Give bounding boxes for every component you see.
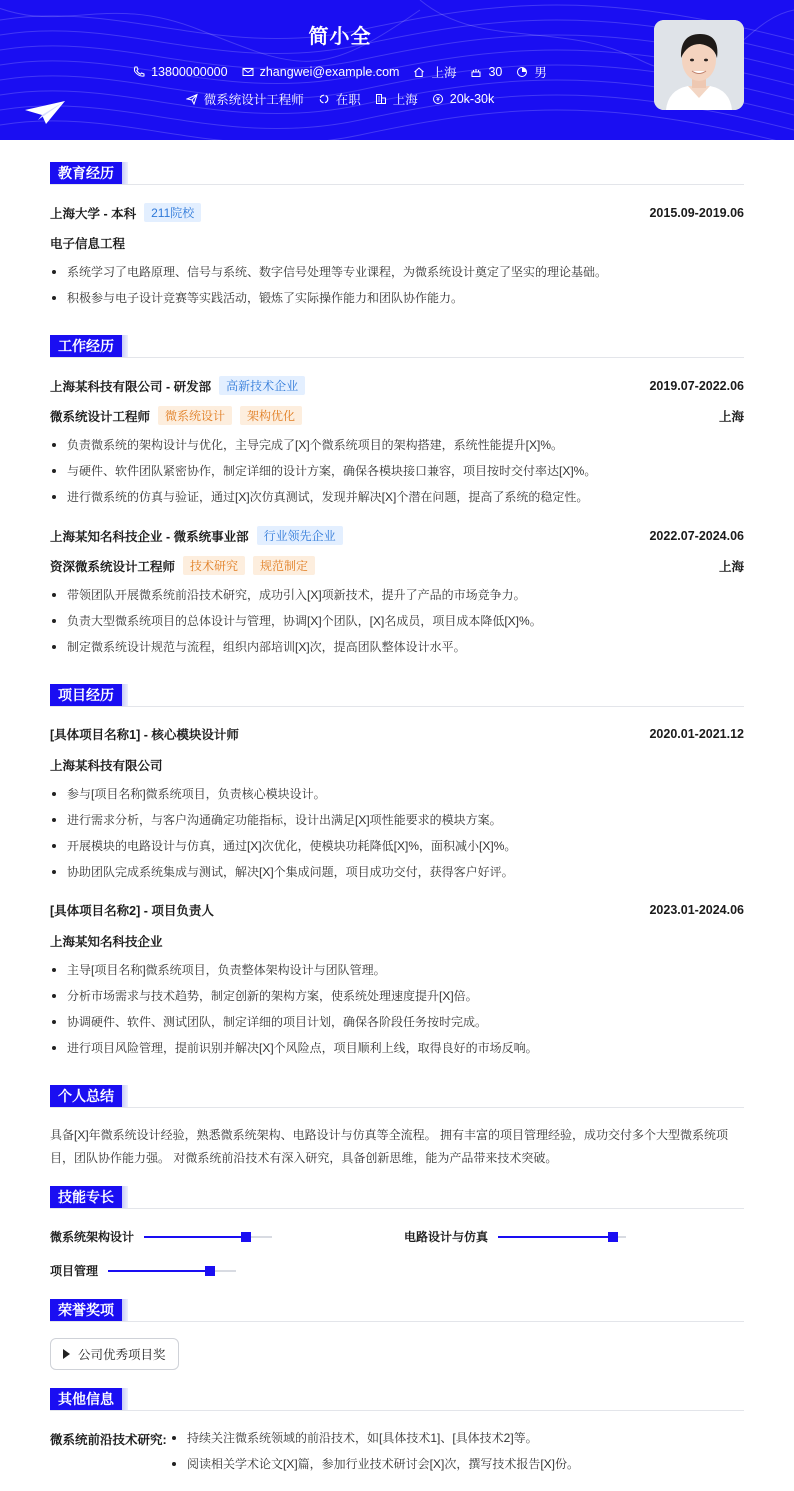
age-text: 30 xyxy=(488,65,503,79)
other-bullets xyxy=(170,1430,579,1482)
job-header-row xyxy=(50,376,744,395)
city-item xyxy=(413,63,456,81)
project-header-row xyxy=(50,725,744,743)
avatar-portrait xyxy=(654,20,744,110)
position-name: 微系统设计工程师 xyxy=(50,409,151,424)
list-item: 进行项目风险管理，提前识别并解决[X]个风险点，项目顺利上线，取得良好的市场反响。 xyxy=(50,1039,744,1065)
award-name: 公司优秀项目奖 xyxy=(78,1348,166,1362)
list-item: 与硬件、软件团队紧密协作，制定详细的设计方案，确保各模块接口兼容，项目按时交付率达[X]%。 xyxy=(50,462,744,488)
phone-item xyxy=(133,65,227,79)
job-target-item xyxy=(186,90,304,108)
section-title-label: 技能专长 xyxy=(50,1186,122,1208)
phone-icon xyxy=(133,66,145,78)
city-text: 上海 xyxy=(431,66,457,80)
summary-text: 具备[X]年微系统设计经验，熟悉微系统架构、电路设计与仿真等全流程。 拥有丰富的项目管理经验，成功交付多个大型微系统项目，团队协作能力强。 对微系统前沿技术有深入研究，具备创新思维，能为产品带来技术突破。 xyxy=(50,1128,729,1165)
list-item: 协助团队完成系统集成与测试，解决[X]个集成问题，项目成功交付，获得客户好评。 xyxy=(50,863,744,889)
project-header-row xyxy=(50,901,744,919)
project-date: 2020.01-2021.12 xyxy=(649,727,744,741)
paper-plane-icon xyxy=(24,100,66,126)
education-bullets xyxy=(50,263,744,315)
company-tag: 高新技术企业 xyxy=(219,376,305,395)
title-decoration xyxy=(122,335,128,357)
section-divider xyxy=(50,1321,744,1322)
skill-level-bar xyxy=(498,1236,626,1238)
salary-text: 20k-30k xyxy=(449,92,495,106)
project-name: [具体项目名称1] - 核心模块设计师 xyxy=(50,728,239,742)
gender-icon xyxy=(516,66,528,78)
list-item: 制定微系统设计规范与流程，组织内部培训[X]次，提高团队整体设计水平。 xyxy=(50,638,744,664)
skill-level-fill xyxy=(498,1236,613,1238)
skill-name: 项目管理 xyxy=(50,1264,99,1278)
mail-icon xyxy=(242,66,254,78)
work-city-item xyxy=(375,90,418,108)
job-location: 上海 xyxy=(718,409,744,424)
company-tag: 行业领先企业 xyxy=(257,526,343,545)
email-text: zhangwei@example.com xyxy=(259,65,400,79)
section-education-title xyxy=(50,162,128,184)
refresh-icon xyxy=(318,93,330,105)
section-title-label: 荣誉奖项 xyxy=(50,1299,122,1321)
section-skills-title xyxy=(50,1186,128,1208)
project-company: 上海某知名科技企业 xyxy=(50,935,163,949)
job-position-row xyxy=(50,406,744,425)
section-divider xyxy=(50,706,744,707)
skill-level-bar xyxy=(108,1270,236,1272)
gender-text: 男 xyxy=(534,66,547,80)
other-label: 微系统前沿技术研究: xyxy=(50,1433,167,1447)
education-date: 2015.09-2019.06 xyxy=(649,205,744,220)
skill-item xyxy=(404,1228,626,1245)
job-intent-line xyxy=(0,90,680,108)
major-name: 电子信息工程 xyxy=(50,237,126,251)
project-bullets xyxy=(50,961,744,1065)
education-header-row xyxy=(50,203,744,222)
job-date: 2022.07-2024.06 xyxy=(649,528,744,543)
gender-item xyxy=(516,63,547,81)
age-item xyxy=(470,65,502,79)
section-other-title xyxy=(50,1388,128,1410)
skill-item xyxy=(50,1262,236,1279)
section-divider xyxy=(50,1107,744,1108)
list-item: 负责大型微系统项目的总体设计与管理，协调[X]个团队，[X]名成员，项目成本降低[X]%。 xyxy=(50,612,744,638)
title-decoration xyxy=(122,162,128,184)
section-work-title xyxy=(50,335,128,357)
title-decoration xyxy=(122,1299,128,1321)
section-divider xyxy=(50,1410,744,1411)
section-title-label: 工作经历 xyxy=(50,335,122,357)
skill-level-fill xyxy=(144,1236,246,1238)
job-target-text: 微系统设计工程师 xyxy=(203,93,304,107)
home-icon xyxy=(413,66,425,78)
section-summary-title xyxy=(50,1085,128,1107)
company-name: 上海某知名科技企业 - 微系统事业部 xyxy=(50,529,249,544)
skill-tag: 架构优化 xyxy=(240,406,302,425)
position-name: 资深微系统设计工程师 xyxy=(50,559,176,574)
skill-tag: 技术研究 xyxy=(183,556,245,575)
job-bullets xyxy=(50,436,744,514)
skill-level-knob xyxy=(241,1232,251,1242)
list-item: 进行需求分析，与客户沟通确定功能指标，设计出满足[X]项性能要求的模块方案。 xyxy=(50,811,744,837)
project-name: [具体项目名称2] - 项目负责人 xyxy=(50,904,214,918)
project-bullets xyxy=(50,785,744,889)
skill-item xyxy=(50,1228,272,1245)
list-item: 进行微系统的仿真与验证，通过[X]次仿真测试，发现并解决[X]个潜在问题，提高了系统的稳定性。 xyxy=(50,488,744,514)
list-item: 持续关注微系统领域的前沿技术，如[具体技术1]、[具体技术2]等。 xyxy=(170,1430,579,1456)
resume-header xyxy=(0,0,794,140)
contact-line xyxy=(0,63,680,81)
play-triangle-icon xyxy=(63,1349,70,1359)
skill-level-fill xyxy=(108,1270,210,1272)
title-decoration xyxy=(122,684,128,706)
section-awards-title xyxy=(50,1299,128,1321)
section-title-label: 其他信息 xyxy=(50,1388,122,1410)
cake-icon xyxy=(470,66,482,78)
phone-text: 13800000000 xyxy=(151,65,228,79)
skill-level-bar xyxy=(144,1236,272,1238)
list-item: 主导[项目名称]微系统项目，负责整体架构设计与团队管理。 xyxy=(50,961,744,987)
skill-tag: 规范制定 xyxy=(253,556,315,575)
work-city-text: 上海 xyxy=(392,93,418,107)
section-divider xyxy=(50,1208,744,1209)
section-title-label: 个人总结 xyxy=(50,1085,122,1107)
list-item: 负责微系统的架构设计与优化，主导完成了[X]个微系统项目的架构搭建，系统性能提升[X]%。 xyxy=(50,436,744,462)
section-title-label: 教育经历 xyxy=(50,162,122,184)
coin-icon xyxy=(432,93,444,105)
section-title-label: 项目经历 xyxy=(50,684,122,706)
skill-level-knob xyxy=(205,1266,215,1276)
send-icon xyxy=(186,93,198,105)
status-text: 在职 xyxy=(335,93,361,107)
section-divider xyxy=(50,357,744,358)
salary-item xyxy=(432,92,494,106)
project-company: 上海某科技有限公司 xyxy=(50,759,163,773)
candidate-name: 简小全 xyxy=(308,26,372,48)
list-item: 参与[项目名称]微系统项目，负责核心模块设计。 xyxy=(50,785,744,811)
list-item: 带领团队开展微系统前沿技术研究，成功引入[X]项新技术，提升了产品的市场竞争力。 xyxy=(50,586,744,612)
title-decoration xyxy=(122,1388,128,1410)
list-item: 系统学习了电路原理、信号与系统、数字信号处理等专业课程，为微系统设计奠定了坚实的理论基础。 xyxy=(50,263,744,289)
project-date: 2023.01-2024.06 xyxy=(649,903,744,917)
section-projects-title xyxy=(50,684,128,706)
company-name: 上海某科技有限公司 - 研发部 xyxy=(50,379,212,394)
avatar xyxy=(654,20,744,110)
list-item: 开展模块的电路设计与仿真，通过[X]次优化，使模块功耗降低[X]%，面积减小[X]%。 xyxy=(50,837,744,863)
email-item xyxy=(242,65,400,79)
title-decoration xyxy=(122,1085,128,1107)
skill-level-knob xyxy=(608,1232,618,1242)
skill-name: 电路设计与仿真 xyxy=(404,1230,489,1244)
job-date: 2019.07-2022.06 xyxy=(649,378,744,393)
list-item: 协调硬件、软件、测试团队，制定详细的项目计划，确保各阶段任务按时完成。 xyxy=(50,1013,744,1039)
school-name: 上海大学 - 本科 xyxy=(50,206,137,221)
list-item: 阅读相关学术论文[X]篇，参加行业技术研讨会[X]次，撰写技术报告[X]份。 xyxy=(170,1456,579,1482)
job-position-row xyxy=(50,556,744,575)
skill-tag: 微系统设计 xyxy=(158,406,232,425)
status-item xyxy=(318,90,361,108)
building-icon xyxy=(375,93,387,105)
job-location: 上海 xyxy=(718,559,744,574)
section-divider xyxy=(50,184,744,185)
skill-name: 微系统架构设计 xyxy=(50,1230,135,1244)
title-decoration xyxy=(122,1186,128,1208)
school-tag: 211院校 xyxy=(144,203,201,222)
list-item: 分析市场需求与技术趋势，制定创新的架构方案，使系统处理速度提升[X]倍。 xyxy=(50,987,744,1013)
job-header-row xyxy=(50,526,744,545)
list-item: 积极参与电子设计竞赛等实践活动，锻炼了实际操作能力和团队协作能力。 xyxy=(50,289,744,315)
job-bullets xyxy=(50,586,744,664)
award-badge xyxy=(50,1338,179,1370)
